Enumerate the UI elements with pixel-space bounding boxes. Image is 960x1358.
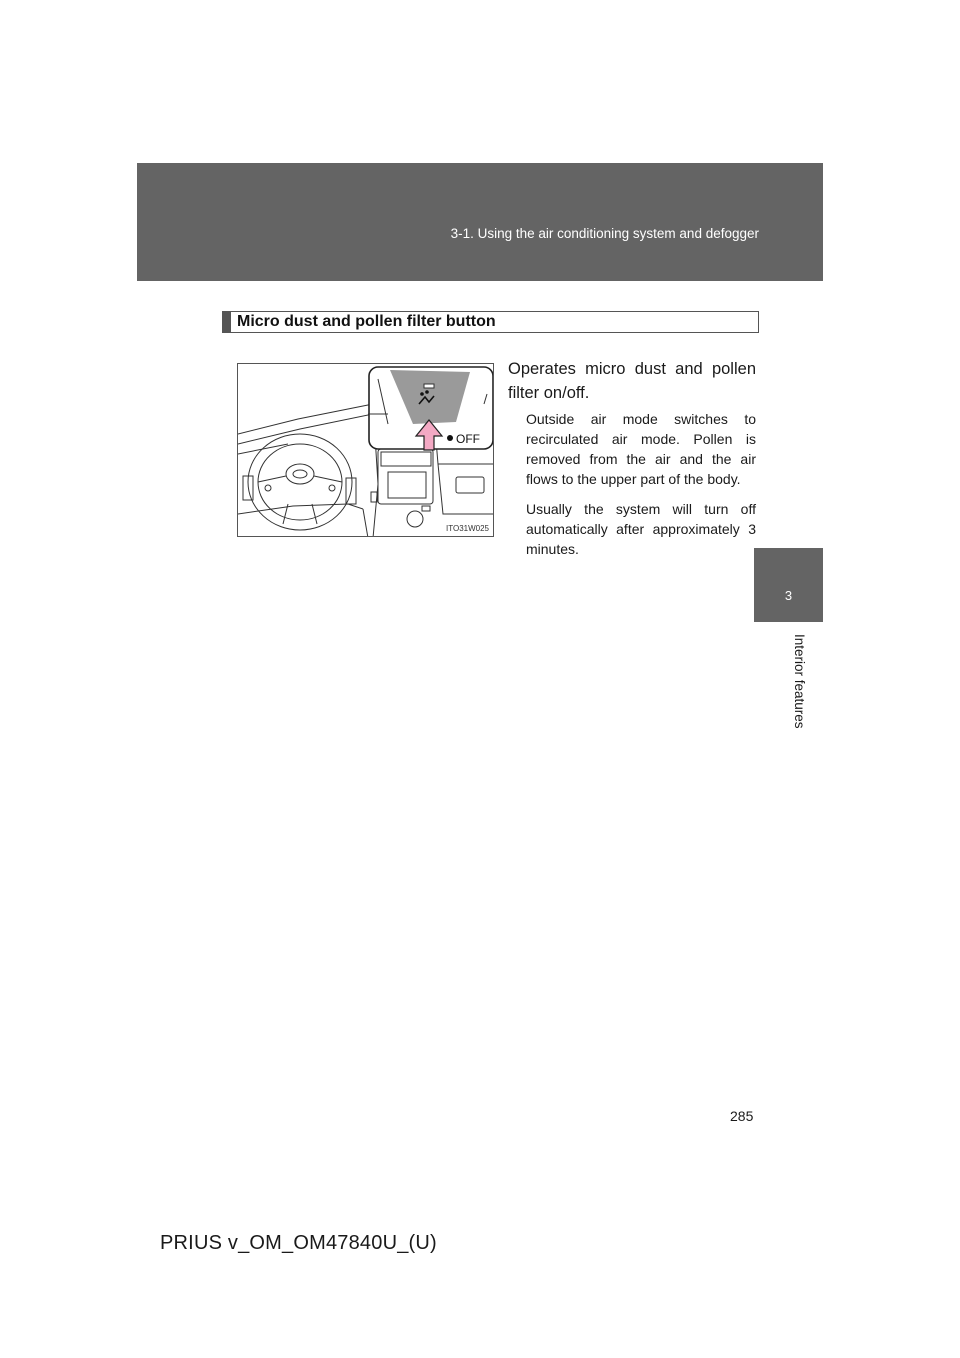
- figure-code: ITO31W025: [446, 524, 489, 533]
- chapter-label: Interior features: [792, 634, 807, 729]
- section-heading-marker: [223, 312, 231, 332]
- header-section-title: 3-1. Using the air conditioning system and defogger: [450, 226, 759, 241]
- section-heading-box: [222, 311, 759, 333]
- note-paragraph-1: Outside air mode switches to recirculated air mode. Pollen is removed from the air and the air flows to the upper part of the body.: [526, 411, 756, 487]
- note-paragraph-2: Usually the system will turn off automatically after approximately 3 minutes.: [526, 501, 756, 557]
- section-heading: Micro dust and pollen filter button: [237, 313, 496, 330]
- document-id: PRIUS v_OM_OM47840U_(U): [160, 1232, 437, 1254]
- header-band: [137, 163, 823, 281]
- chapter-number: 3: [784, 588, 793, 603]
- chapter-tab: [754, 548, 823, 622]
- dashboard-illustration: [237, 363, 494, 537]
- dashboard-drawing: [238, 364, 494, 537]
- figure-off-label: OFF: [456, 432, 480, 446]
- section-description: Operates micro dust and pollen filter on/off.: [508, 360, 756, 402]
- page-number: 285: [730, 1108, 754, 1124]
